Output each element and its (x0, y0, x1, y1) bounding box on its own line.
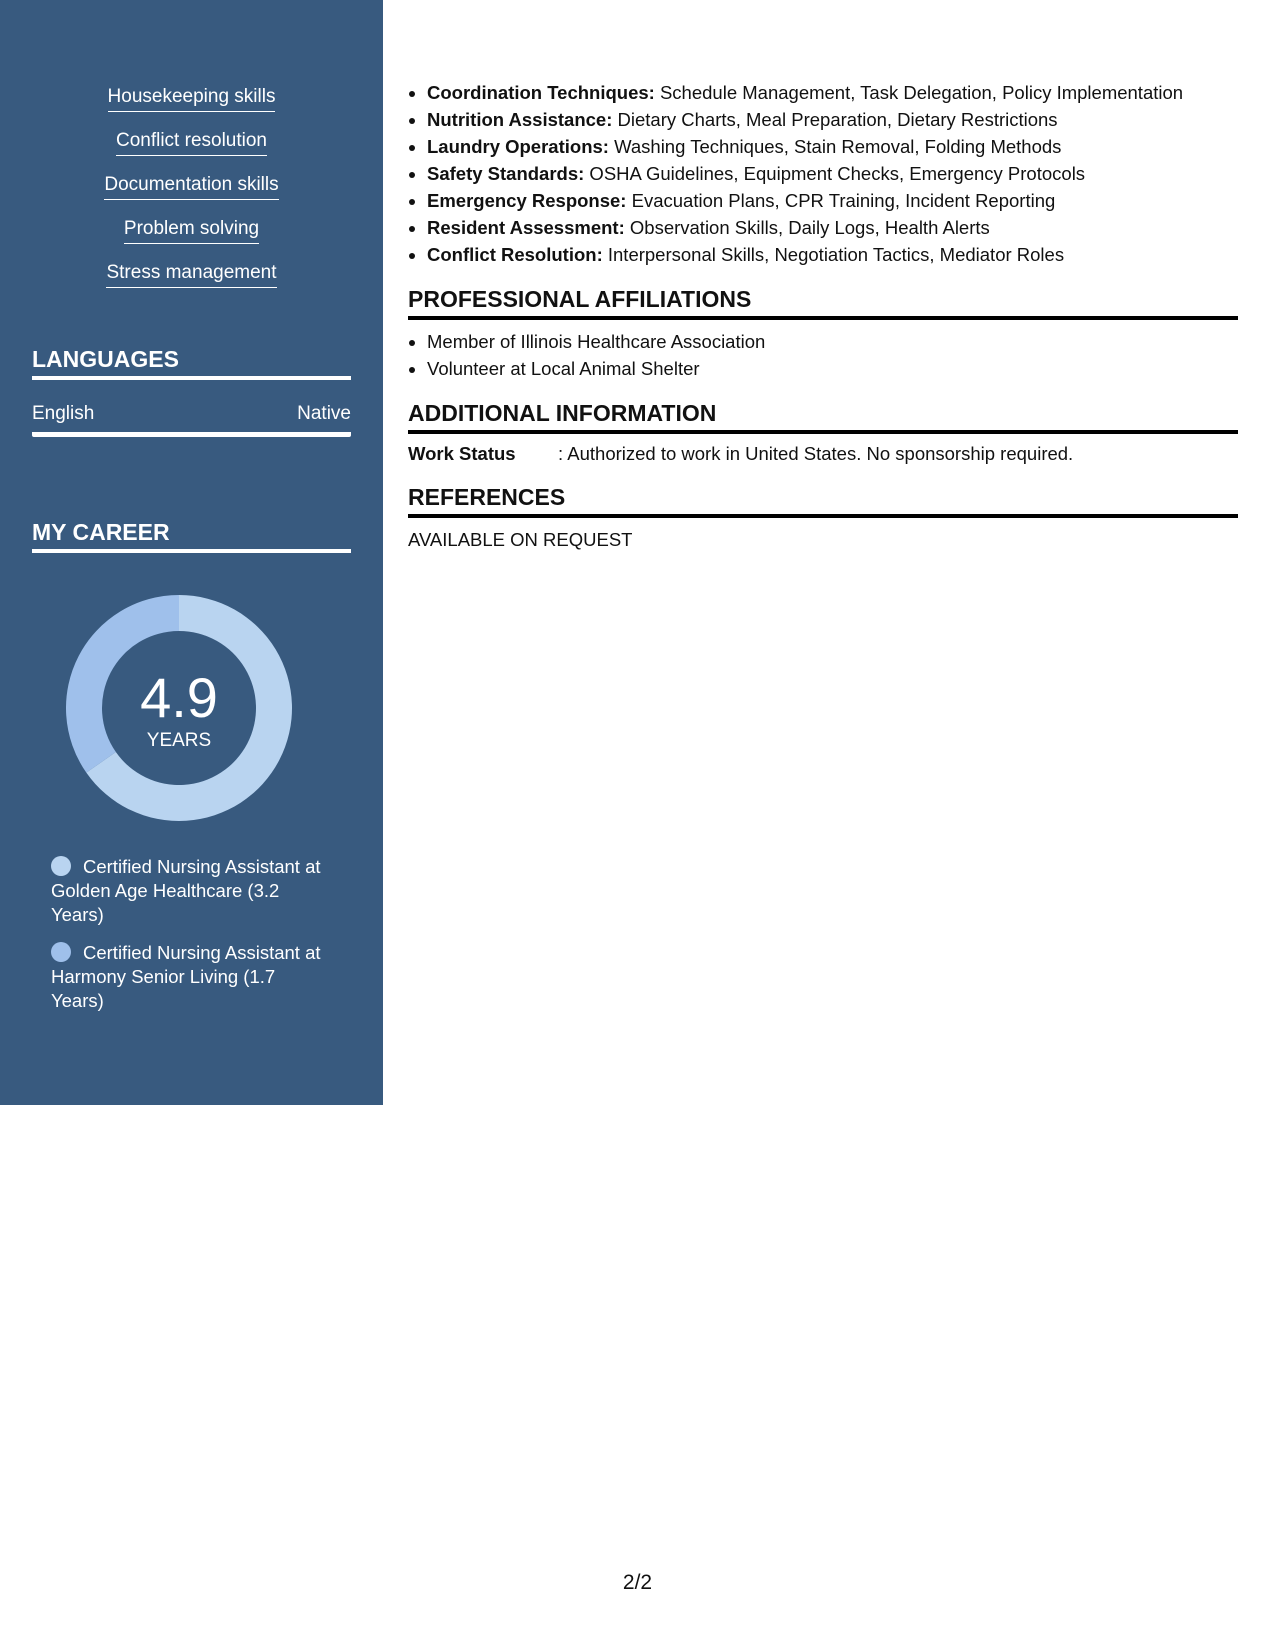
technical-skills-list (408, 79, 1238, 268)
legend-dot (51, 856, 71, 876)
skill-entry-text: OSHA Guidelines, Equipment Checks, Emergency Protocols (584, 163, 1086, 184)
skill-entry-text: Observation Skills, Daily Logs, Health Alerts (624, 217, 990, 238)
career-item (51, 855, 321, 927)
skill-entry (427, 133, 1238, 160)
career-heading: MY CAREER (32, 518, 351, 553)
skill-entry-label: Laundry Operations: (427, 136, 609, 157)
work-status-label: Work Status (408, 443, 516, 464)
language-row (32, 402, 351, 437)
skill-entry-text: Interpersonal Skills, Negotiation Tactics, Mediator Roles (602, 244, 1065, 265)
skill-entry-label: Emergency Response: (427, 190, 627, 211)
career-item (51, 941, 321, 1013)
skill-item: Conflict resolution (116, 129, 267, 156)
skill-item: Housekeeping skills (108, 85, 276, 112)
work-status-value: : Authorized to work in United States. No sponsorship required. (558, 443, 1074, 464)
skill-item: Documentation skills (104, 173, 278, 200)
skill-entry-text: Dietary Charts, Meal Preparation, Dietary Restrictions (612, 109, 1058, 130)
skill-entry (427, 106, 1238, 133)
skill-entry-label: Resident Assessment: (427, 217, 625, 238)
affiliation-item: • Volunteer at Local Animal Shelter (427, 355, 1238, 382)
legend-dot (51, 942, 71, 962)
language-name: English (32, 403, 95, 424)
skill-entry (427, 79, 1238, 106)
skill-entry (427, 160, 1238, 187)
skill-entry-label: Conflict Resolution: (427, 244, 603, 265)
skill-item: Problem solving (124, 217, 259, 244)
languages-heading: LANGUAGES (32, 345, 351, 380)
affiliations-list (408, 328, 1238, 382)
career-total-unit: YEARS (146, 730, 212, 751)
page-number: 2/2 (622, 1571, 653, 1594)
skill-entry-text: Evacuation Plans, CPR Training, Incident Reporting (626, 190, 1056, 211)
skill-entry (427, 214, 1238, 241)
skill-entry-text: Schedule Management, Task Delegation, Policy Implementation (654, 82, 1184, 103)
skill-entry-text: Washing Techniques, Stain Removal, Folding Methods (608, 136, 1062, 157)
skill-entry-label: Safety Standards: (427, 163, 585, 184)
career-list (51, 855, 321, 1027)
additional-info-heading: ADDITIONAL INFORMATION (408, 399, 1238, 434)
work-status-row (408, 442, 1238, 466)
soft-skills-list (0, 85, 383, 305)
language-level: Native (297, 403, 351, 424)
main-content (408, 79, 1238, 552)
career-total-years: 4.9 (140, 666, 218, 729)
affiliation-item: • Member of Illinois Healthcare Association (427, 328, 1238, 355)
sidebar (0, 0, 383, 1105)
skill-entry (427, 187, 1238, 214)
references-heading: REFERENCES (408, 483, 1238, 518)
skill-item: Stress management (106, 261, 276, 288)
affiliations-heading: PROFESSIONAL AFFILIATIONS (408, 285, 1238, 320)
career-item-text: Certified Nursing Assistant at Harmony Senior Living (1.7 Years) (51, 942, 321, 1011)
references-text: AVAILABLE ON REQUEST (408, 529, 633, 550)
career-item-text: Certified Nursing Assistant at Golden Age Healthcare (3.2 Years) (51, 856, 321, 925)
skill-entry-label: Coordination Techniques: (427, 82, 655, 103)
skill-entry-label: Nutrition Assistance: (427, 109, 613, 130)
skill-entry (427, 241, 1238, 268)
